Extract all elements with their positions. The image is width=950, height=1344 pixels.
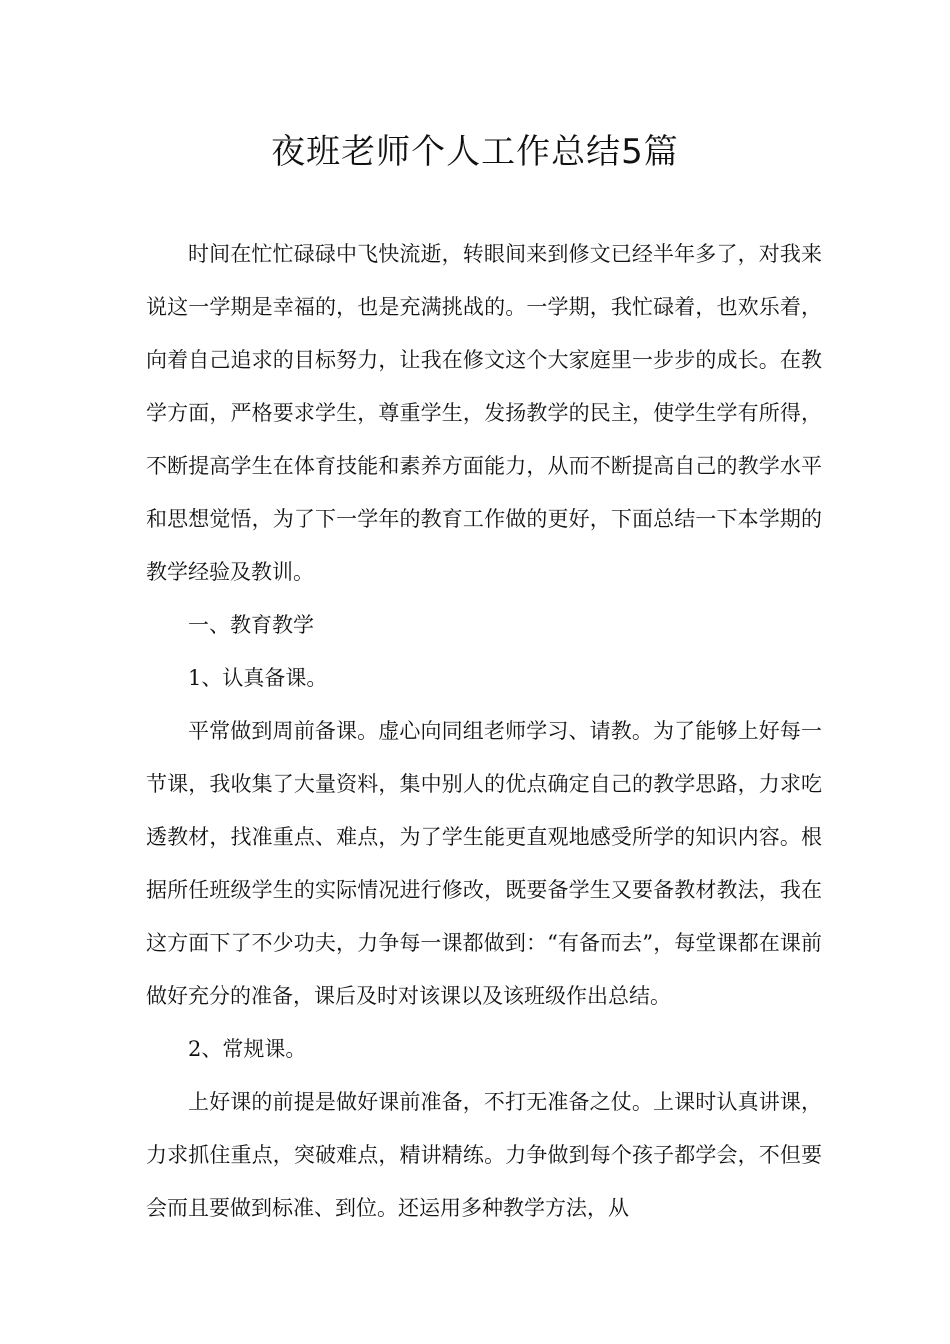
subheading-regular-class: 2、常规课。 — [188, 1037, 307, 1061]
subheading-lesson-prep: 1、认真备课。 — [188, 666, 328, 690]
paragraph-regular-class: 上好课的前提是做好课前准备，不打无准备之仗。上课时认真讲课，力求抓住重点，突破难点，精讲精练。力争做到每个孩子都学会，不但要会而且要做到标准、到位。还运用多种教学方法，从 — [146, 1090, 822, 1220]
document-body — [146, 228, 822, 1235]
paragraph-lesson-prep: 平常做到周前备课。虚心向同组老师学习、请教。为了能够上好每一节课，我收集了大量资料，集中别人的优点确定自己的教学思路，力求吃透教材，找准重点、难点，为了学生能更直观地感受所学的知识内容。根据所任班级学生的实际情况进行修改，既要备学生又要备教材教法，我在这方面下了不少功夫，力争每一课都做到：“有备而去”，每堂课都在课前做好充分的准备，课后及时对该课以及该班级作出总结。 — [146, 719, 822, 1008]
section-heading-education: 一、教育教学 — [188, 613, 314, 637]
document-title: 夜班老师个人工作总结5篇 — [271, 132, 679, 172]
paragraph-intro: 时间在忙忙碌碌中飞快流逝，转眼间来到修文已经半年多了，对我来说这一学期是幸福的，也是充满挑战的。一学期，我忙碌着，也欢乐着，向着自己追求的目标努力，让我在修文这个大家庭里一步步的成长。在教学方面，严格要求学生，尊重学生，发扬教学的民主，使学生学有所得，不断提高学生在体育技能和素养方面能力，从而不断提高自己的教学水平和思想觉悟，为了下一学年的教育工作做的更好，下面总结一下本学期的教学经验及教训。 — [146, 242, 822, 584]
